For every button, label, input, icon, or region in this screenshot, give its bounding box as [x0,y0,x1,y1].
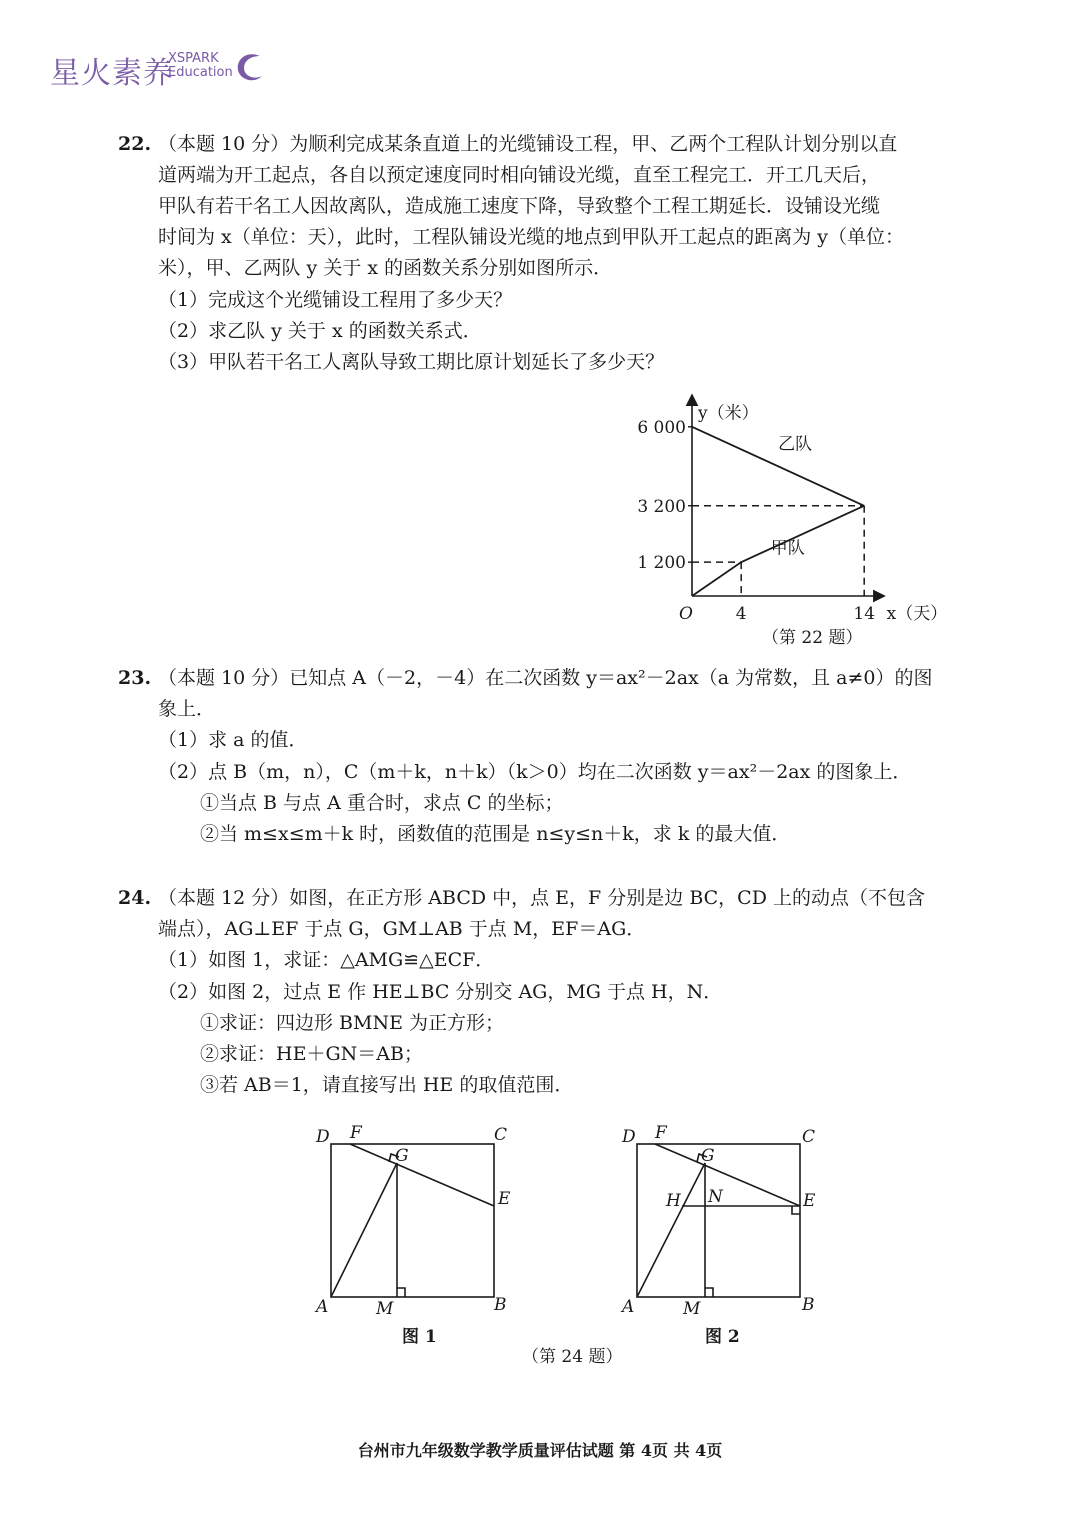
q22-sub-1: （1）完成这个光缆铺设工程用了多少天？ [158,289,513,311]
series-label-yi: 乙队 [778,434,813,455]
q23-line-2: 象上． [158,698,216,720]
q24-sub-2b: ②求证：HE＋GN＝AB； [200,1043,423,1065]
q22-line-2: 道两端为开工起点，各自以预定速度同时相向铺设光缆，直至工程完工．开工几天后， [158,164,881,186]
q24-number: 24. [118,887,152,909]
fig1-point-b: B [494,1295,507,1315]
fig2-point-f: F [655,1123,667,1143]
logo-text: 星火素养 [50,56,174,91]
fig1-label: 图 1 [402,1327,437,1347]
right-angle-mark-e [792,1206,800,1214]
q23-sub-1: （1）求 a 的值． [158,729,308,751]
fig2-point-m: M [683,1299,701,1319]
fig1-point-c: C [494,1125,508,1145]
fig1-point-e: E [498,1189,511,1209]
right-angle-mark-m [705,1288,713,1297]
q22-chart [630,378,970,658]
fig2-point-c: C [802,1127,816,1147]
q24-sub-2: （2）如图 2，过点 E 作 HE⊥BC 分别交 AG，MG 于点 H，N． [158,981,723,1003]
q23-sub-2b: ②当 m≤x≤m＋k 时，函数值的范围是 n≤y≤n＋k，求 k 的最大值． [200,823,791,845]
x-axis-label: x（天） [886,604,948,624]
fig1-point-d: D [316,1127,330,1147]
q24-caption: （第 24 题） [522,1347,623,1367]
q24-line-1: （本题 12 分）如图，在正方形 ABCD 中，点 E，F 分别是边 BC，CD 上的动点（不包含 [158,887,925,909]
q23-line-1: （本题 10 分）已知点 A（－2，－4）在二次函数 y＝ax²－2ax（a 为常数，且 a≠0）的图 [158,667,933,689]
right-angle-mark-m [397,1288,405,1297]
fig1-point-g: G [395,1146,409,1166]
segment-ag [637,1163,705,1297]
square-abcd [637,1144,800,1297]
q23-sub-2a: ①当点 B 与点 A 重合时，求点 C 的坐标； [200,792,564,814]
q22-line-3: 甲队有若干名工人因故离队，造成施工速度下降，导致整个工程工期延长．设铺设光缆 [158,195,881,217]
q22-line-5: 米），甲、乙两队 y 关于 x 的函数关系分别如图所示． [158,257,613,279]
q22-line-1: （本题 10 分）为顺利完成某条直道上的光缆铺设工程，甲、乙两个工程队计划分别以直 [158,133,898,155]
q24-figure-1 [310,1120,530,1347]
logo-en-2: Education [168,65,233,80]
q24-sub-2a: ①求证：四边形 BMNE 为正方形； [200,1012,504,1034]
x-tick-label-1: 14 [853,604,876,624]
y-tick-label-2: 6 000 [637,417,686,438]
q22-line-4: 时间为 x（单位：天），此时，工程队铺设光缆的地点到甲队开工起点的距离为 y（单位： [158,226,905,248]
fig2-point-d: D [622,1127,636,1147]
y-axis-label: y（米） [698,403,759,424]
fig2-point-a: A [622,1297,635,1317]
fig2-point-h: H [666,1191,681,1211]
page-footer: 台州市九年级数学教学质量评估试题 第 4页 共 4页 [357,1441,723,1460]
q23-sub-2: （2）点 B（m，n），C（m＋k，n＋k）（k＞0）均在二次函数 y＝ax²－2ax 的图象上． [158,761,912,783]
y-tick-label-1: 3 200 [637,496,686,517]
segment-ag [331,1163,397,1297]
q23-number: 23. [118,667,152,689]
q22-sub-3: （3）甲队若干名工人离队导致工期比原计划延长了多少天？ [158,351,665,373]
fig1-point-m: M [376,1299,394,1319]
fig2-point-e: E [803,1191,816,1211]
fig2-label: 图 2 [705,1327,740,1347]
q24-figure-2 [615,1120,835,1347]
square-abcd [331,1144,494,1297]
fig1-point-a: A [316,1297,329,1317]
q22-sub-2: （2）求乙队 y 关于 x 的函数关系式． [158,320,482,342]
q24-sub-1: （1）如图 1，求证：△AMG≌△ECF． [158,949,495,971]
x-tick-label-0: 4 [735,604,747,624]
q22-number: 22. [118,133,152,155]
fig2-point-b: B [802,1295,815,1315]
q22-caption: （第 22 题） [762,628,863,648]
fig2-point-n: N [708,1187,723,1207]
q24-sub-2c: ③若 AB＝1，请直接写出 HE 的取值范围． [200,1074,574,1096]
origin-label: O [679,604,693,624]
fig1-point-f: F [350,1123,362,1143]
q24-line-2: 端点），AG⊥EF 于点 G，GM⊥AB 于点 M，EF＝AG． [158,918,646,940]
logo-swirl-icon [232,50,268,84]
series-label-jia: 甲队 [770,538,805,559]
fig2-point-g: G [701,1146,715,1166]
logo-subtext [168,52,233,80]
segment-ef [350,1144,494,1206]
y-tick-label-0: 1 200 [637,553,686,574]
logo-en-1: XSPARK [168,51,219,66]
